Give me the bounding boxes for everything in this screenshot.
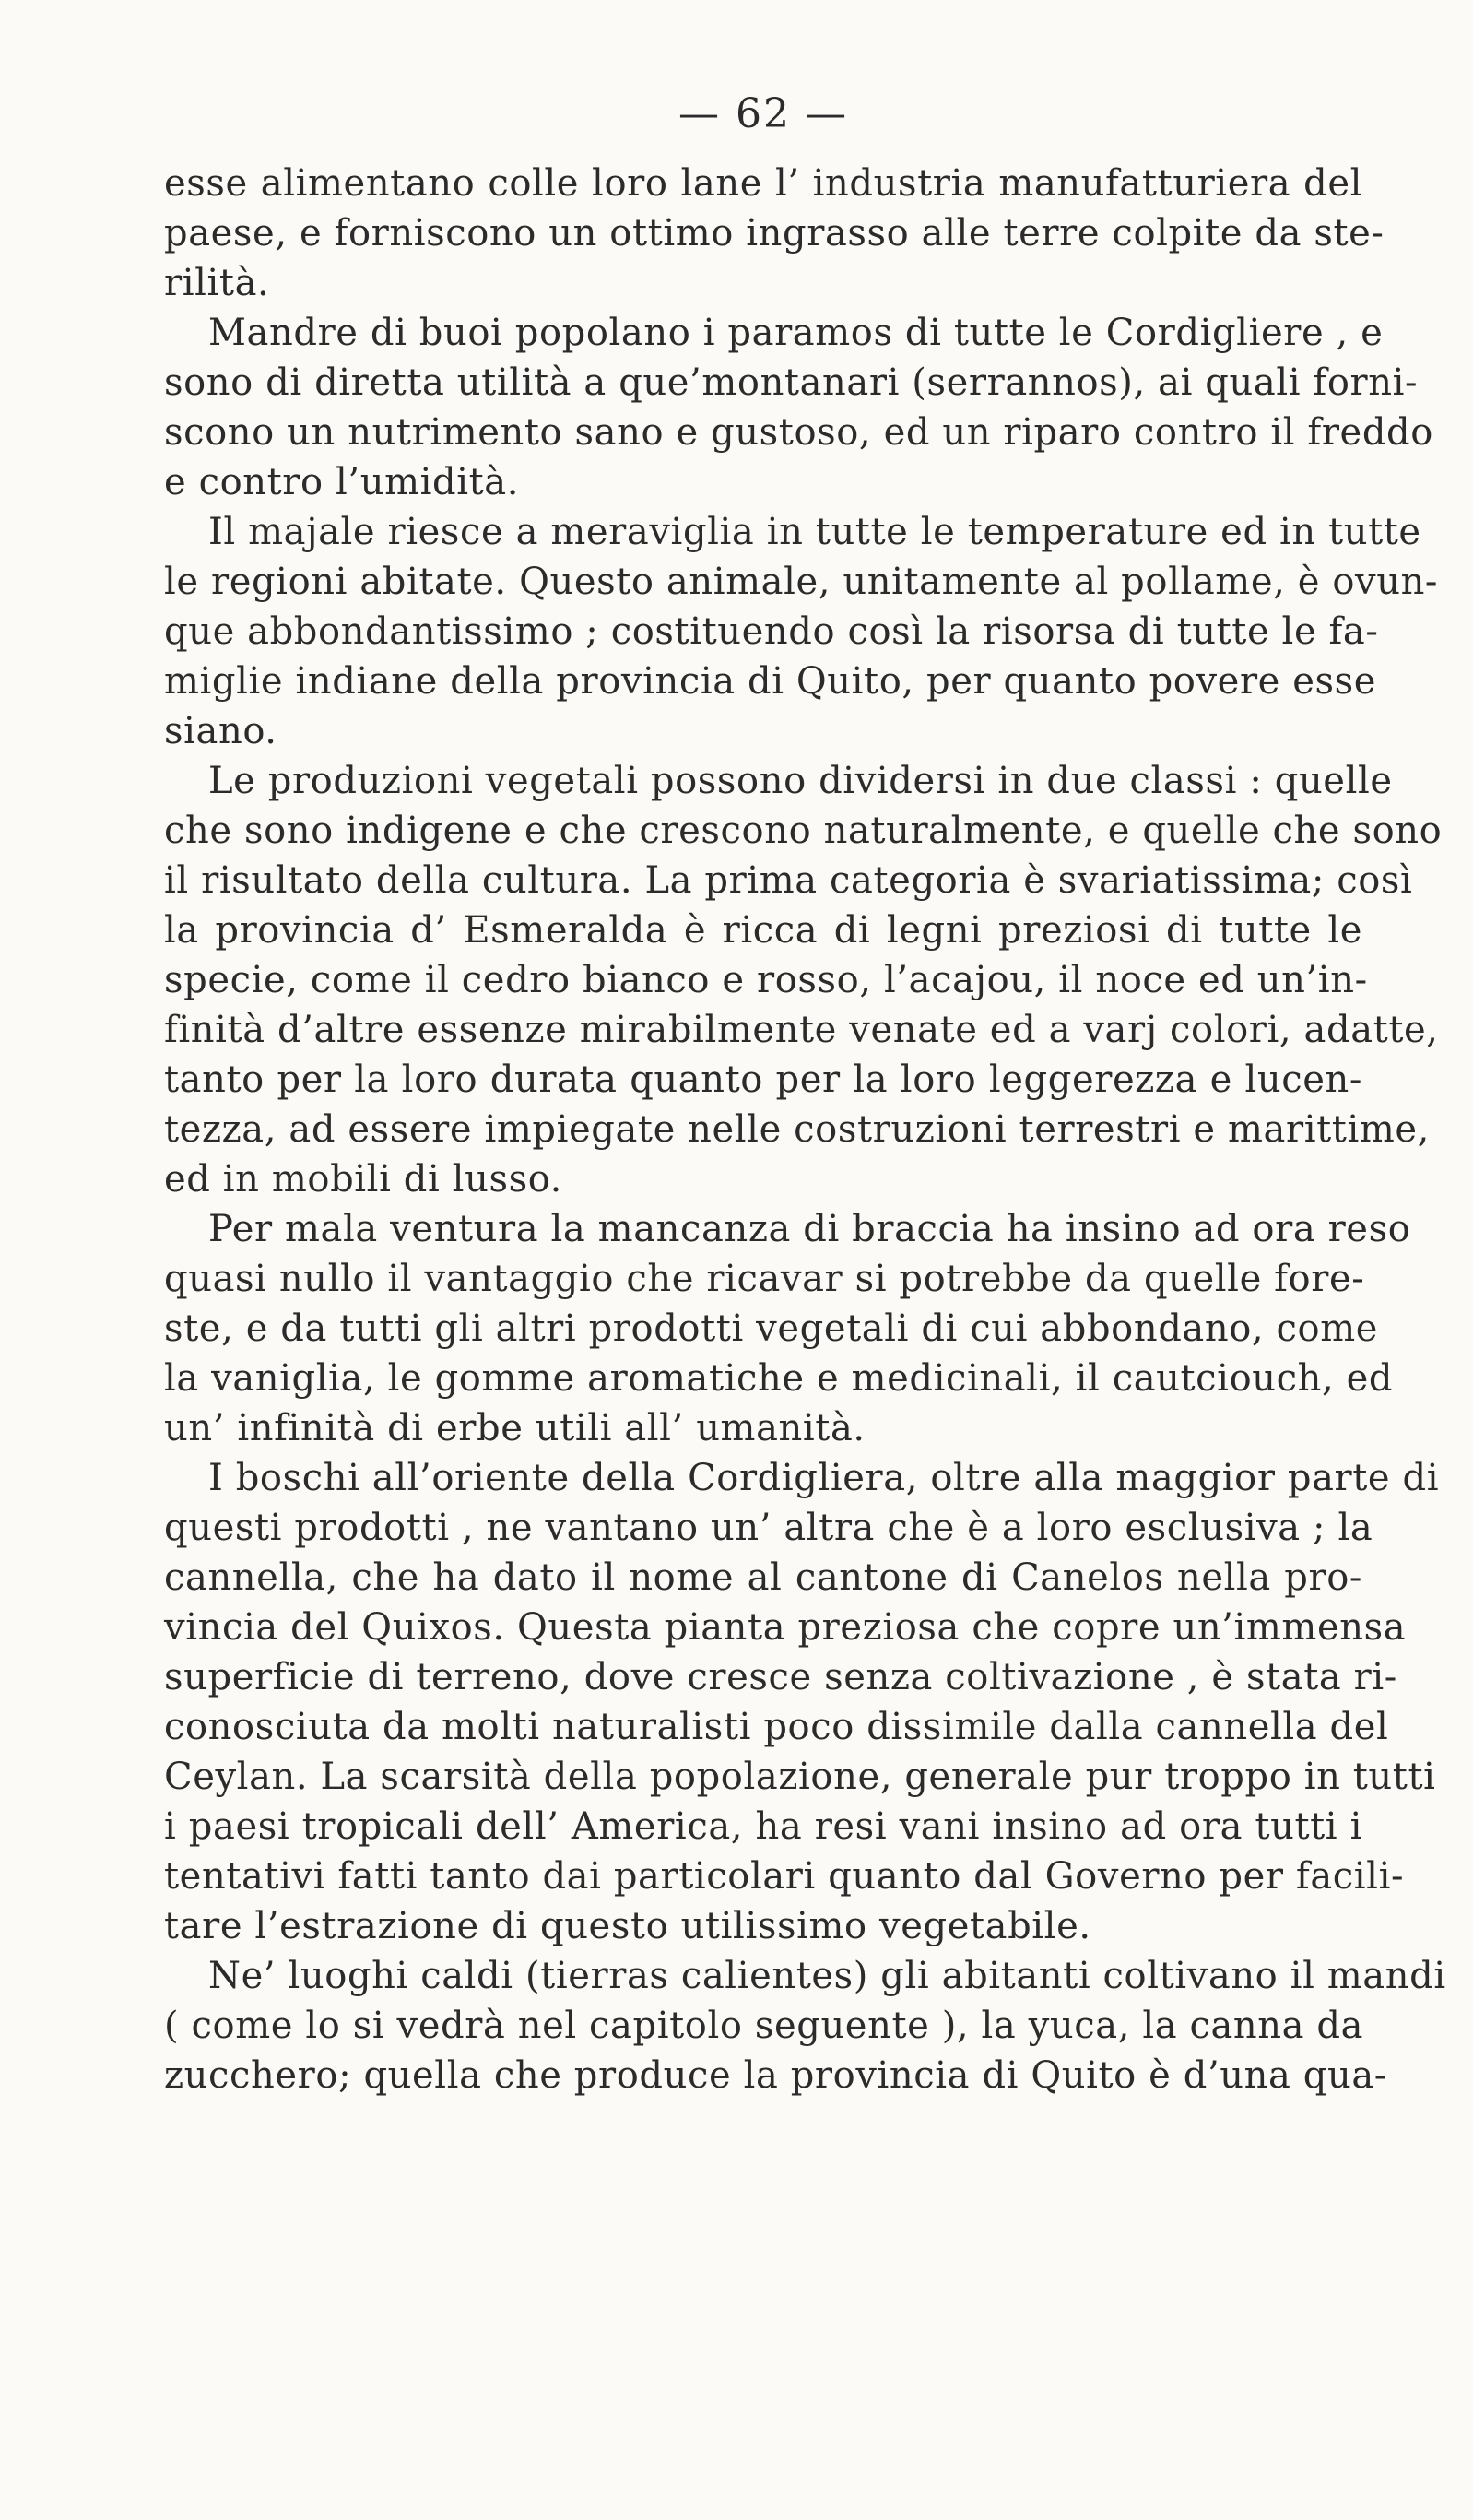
text-line: paese, e forniscono un ottimo ingrasso alle terre colpite da ste- — [164, 212, 1385, 254]
text-line: tanto per la loro durata quanto per la loro leggerezza e lucen- — [164, 1059, 1362, 1101]
text-line: vincia del Quixos. Questa pianta preziosa che copre un’immensa — [164, 1606, 1407, 1649]
paragraph — [164, 756, 1443, 1204]
text-line: que abbondantissimo ; costituendo così la risorsa di tutte le fa- — [164, 610, 1379, 653]
text-line: ed in mobili di lusso. — [164, 1158, 562, 1201]
paragraph — [164, 1951, 1446, 2100]
paragraph — [164, 507, 1439, 756]
text-line: le regioni abitate. Questo animale, unitamente al pollame, è ovun- — [164, 561, 1439, 603]
text-line: sono di diretta utilità a que’montanari (serrannos), ai quali forni- — [164, 361, 1419, 404]
text-line: Ceylan. La scarsità della popolazione, generale pur troppo in tutti — [164, 1756, 1436, 1798]
text-line: I boschi all’oriente della Cordigliera, oltre alla maggior parte di — [208, 1457, 1440, 1499]
text-line: Ne’ luoghi caldi (tierras calientes) gli abitanti coltivano il mandi — [208, 1955, 1446, 1997]
text-line: quasi nullo il vantaggio che ricavar si potrebbe da quelle fore- — [164, 1258, 1365, 1300]
text-line: tezza, ad essere impiegate nelle costruzioni terrestri e marittime, — [164, 1108, 1430, 1151]
text-line: tare l’estrazione di questo utilissimo vegetabile. — [164, 1905, 1091, 1947]
text-line: Mandre di buoi popolano i paramos di tutte le Cordigliere , e — [208, 312, 1384, 354]
paragraph — [164, 1204, 1411, 1453]
text-line: Il majale riesce a meraviglia in tutte le temperature ed in tutte — [208, 511, 1421, 553]
text-line: Per mala ventura la mancanza di braccia ha insino ad ora reso — [208, 1208, 1411, 1250]
text-line: Le produzioni vegetali possono dividersi in due classi : quelle — [208, 760, 1393, 802]
text-line: un’ infinità di erbe utili all’ umanità. — [164, 1407, 866, 1449]
text-line: ( come lo si vedrà nel capitolo seguente ), la yuca, la canna da — [164, 2005, 1364, 2047]
paragraph — [164, 159, 1385, 308]
text-line: miglie indiane della provincia di Quito, per quanto povere esse — [164, 660, 1377, 703]
book-page — [164, 89, 1446, 2486]
text-line: che sono indigene e che crescono naturalmente, e quelle che sono — [164, 810, 1443, 852]
paragraph — [164, 308, 1433, 507]
text-line: conosciuta da molti naturalisti poco dissimile dalla cannella del — [164, 1706, 1389, 1748]
text-line: specie, come il cedro bianco e rosso, l’acajou, il noce ed un’in- — [164, 959, 1368, 1001]
text-line: la provincia d’ Esmeralda è ricca di legni preziosi di tutte le — [164, 909, 1362, 952]
text-line: scono un nutrimento sano e gustoso, ed un riparo contro il freddo — [164, 411, 1433, 454]
text-line: rilità. — [164, 262, 270, 304]
text-line: la vaniglia, le gomme aromatiche e medicinali, il cautciouch, ed — [164, 1357, 1394, 1400]
text-line: esse alimentano colle loro lane l’ industria manufatturiera del — [164, 162, 1362, 205]
text-line: i paesi tropicali dell’ America, ha resi vani insino ad ora tutti i — [164, 1805, 1362, 1848]
text-line: tentativi fatti tanto dai particolari quanto dal Governo per facili- — [164, 1855, 1405, 1898]
text-line: finità d’altre essenze mirabilmente venate ed a varj colori, adatte, — [164, 1009, 1439, 1051]
text-line: superficie di terreno, dove cresce senza coltivazione , è stata ri- — [164, 1656, 1397, 1698]
text-line: zucchero; quella che produce la provincia di Quito è d’una qua- — [164, 2054, 1387, 2097]
text-line: ste, e da tutti gli altri prodotti vegetali di cui abbondano, come — [164, 1307, 1379, 1350]
text-line: siano. — [164, 710, 277, 752]
text-line: e contro l’umidità. — [164, 461, 520, 503]
text-line: questi prodotti , ne vantano un’ altra che è a loro esclusiva ; la — [164, 1507, 1373, 1549]
text-line: il risultato della cultura. La prima categoria è svariatissima; così — [164, 859, 1413, 902]
paragraph — [164, 1453, 1440, 1951]
text-line: cannella, che ha dato il nome al cantone di Canelos nella pro- — [164, 1556, 1362, 1599]
page-number: — 62 — — [678, 90, 848, 137]
